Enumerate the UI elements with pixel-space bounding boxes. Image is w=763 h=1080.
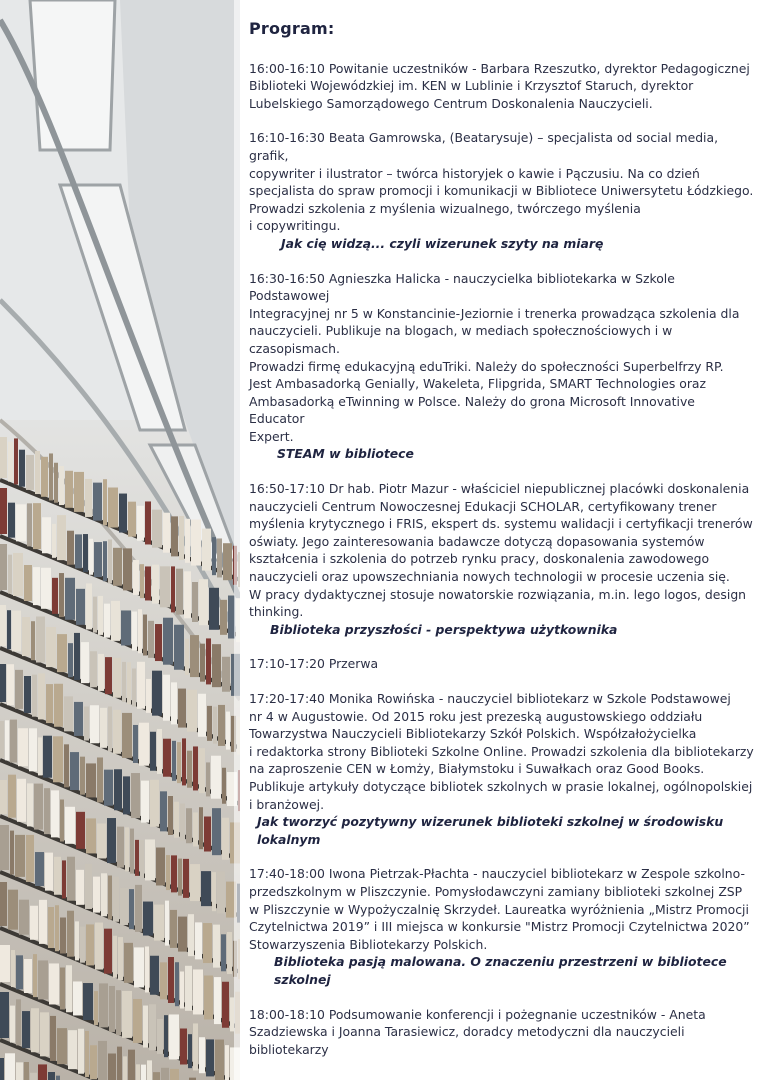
entry-text: 17:40-18:00 Iwona Pietrzak-Płachta - nauczyciel bibliotekarz w Zespole szkolno- przedszkolnym w Pliszczynie. Pomysłodawczyni zamiany biblioteki szkolnej ZSP w Pliszczynie w Wypożyczalnię Skrzydeł. Laureatka wyróżnienia „Mistrz Promocji Czytelnictwa 2019” i III miejsca w konkursie "Mistrz Promocji Czytelnictwa 2020” Stowarzyszenia Bibliotekarzy Polskich. xyxy=(249,866,750,952)
talk-title: Biblioteka pasją malowana. O znaczeniu przestrzeni w bibliotece szkolnej xyxy=(274,954,727,987)
program-entry xyxy=(249,655,754,673)
talk-title: STEAM w bibliotece xyxy=(277,446,414,462)
program-section xyxy=(249,20,754,1075)
talk-title: Jak tworzyć pozytywny wizerunek biblioteki szkolnej w środowisku lokalnym xyxy=(257,814,724,847)
entry-text: 16:00-16:10 Powitanie uczestników - Barbara Rzeszutko, dyrektor Pedagogicznej Biblioteki Wojewódzkiej im. KEN w Lublinie i Krzysztof Staruch, dyrektor Lubelskiego Samorządowego Centrum Doskonalenia Nauczycieli. xyxy=(249,60,750,111)
entry-text: 16:50-17:10 Dr hab. Piotr Mazur - właściciel niepublicznej placówki doskonalenia nauczycieli Centrum Nowoczesnej Edukacji SCHOLAR, certyfikowany trener myślenia krytycznego i FRIS, ekspert ds. systemu walidacji i certyfikacji trenerów oświaty. Jego zainteresowania badawcze dotyczą dopasowania systemów kształcenia i szkolenia do potrzeb rynku pracy, doskonalenia zawodowego nauczycieli oraz upowszechniania nowych technologii w procesie uczenia się. W pracy dydaktycznej stosuje nowatorskie rozwiązania, m.in. lego logos, design thinking. xyxy=(249,481,753,620)
program-entry xyxy=(249,480,754,638)
program-entry xyxy=(249,129,754,252)
entry-text: 17:10-17:20 Przerwa xyxy=(249,656,379,672)
talk-title: Jak cię widzą... czyli wizerunek szyty na miarę xyxy=(281,235,604,251)
bookshelf-illustration xyxy=(0,0,240,1080)
entry-text: 18:00-18:10 Podsumowanie konferencji i pożegnanie uczestników - Aneta Szadziewska i Joanna Tarasiewicz, doradcy metodyczni dla nauczycieli bibliotekarzy xyxy=(249,1006,706,1057)
entry-text: 17:20-17:40 Monika Rowińska - nauczyciel bibliotekarz w Szkole Podstawowej nr 4 w Augustowie. Od 2015 roku jest prezeską augustowskiego oddziału Towarzystwa Nauczycieli Bibliotekarzy Szkół Polskich. Współzałożycielka i redaktorka strony Biblioteki Szkolne Online. Prowadzi szkolenia dla bibliotekarzy na zaproszenie CEN w Łomży, Białymstoku i Suwałkach oraz Good Books. Publikuje artykuły dotyczące bibliotek szkolnych w prasie lokalnej, ogólnopolskiej i branżowej. xyxy=(249,691,754,812)
program-heading: Program: xyxy=(249,19,335,38)
talk-title: Biblioteka przyszłości - perspektywa użytkownika xyxy=(270,621,618,637)
program-entry xyxy=(249,60,754,113)
program-entry xyxy=(249,1006,754,1059)
library-bookshelf-photo xyxy=(0,0,240,1080)
program-entry xyxy=(249,690,754,848)
entry-text: 16:10-16:30 Beata Gamrowska, (Beatarysuje) – specjalista od social media, grafik, copywriter i ilustrator – twórca historyjek o kawie i Pączusiu. Na co dzień specjalista do spraw promocji i komunikacji w Bibliotece Uniwersytetu Łódzkiego. Prowadzi szkolenia z myślenia wizualnego, twórczego myślenia i copywritingu. xyxy=(249,130,754,234)
program-entry xyxy=(249,270,754,464)
program-entry xyxy=(249,865,754,988)
entry-text: 16:30-16:50 Agnieszka Halicka - nauczycielka bibliotekarka w Szkole Podstawowej Integracyjnej nr 5 w Konstancinie-Jeziornie i trenerka prowadząca szkolenia dla nauczycieli. Publikuje na blogach, w mediach społecznościowych i w czasopismach. Prowadzi firmę edukacyjną eduTriki. Należy do społeczności Superbelfrzy RP. Jest Ambasadorką Genially, Wakeleta, Flipgrida, SMART Technologies oraz Ambasadorką eTwinning w Polsce. Należy do grona Microsoft Innovative Educator Expert. xyxy=(249,270,740,444)
